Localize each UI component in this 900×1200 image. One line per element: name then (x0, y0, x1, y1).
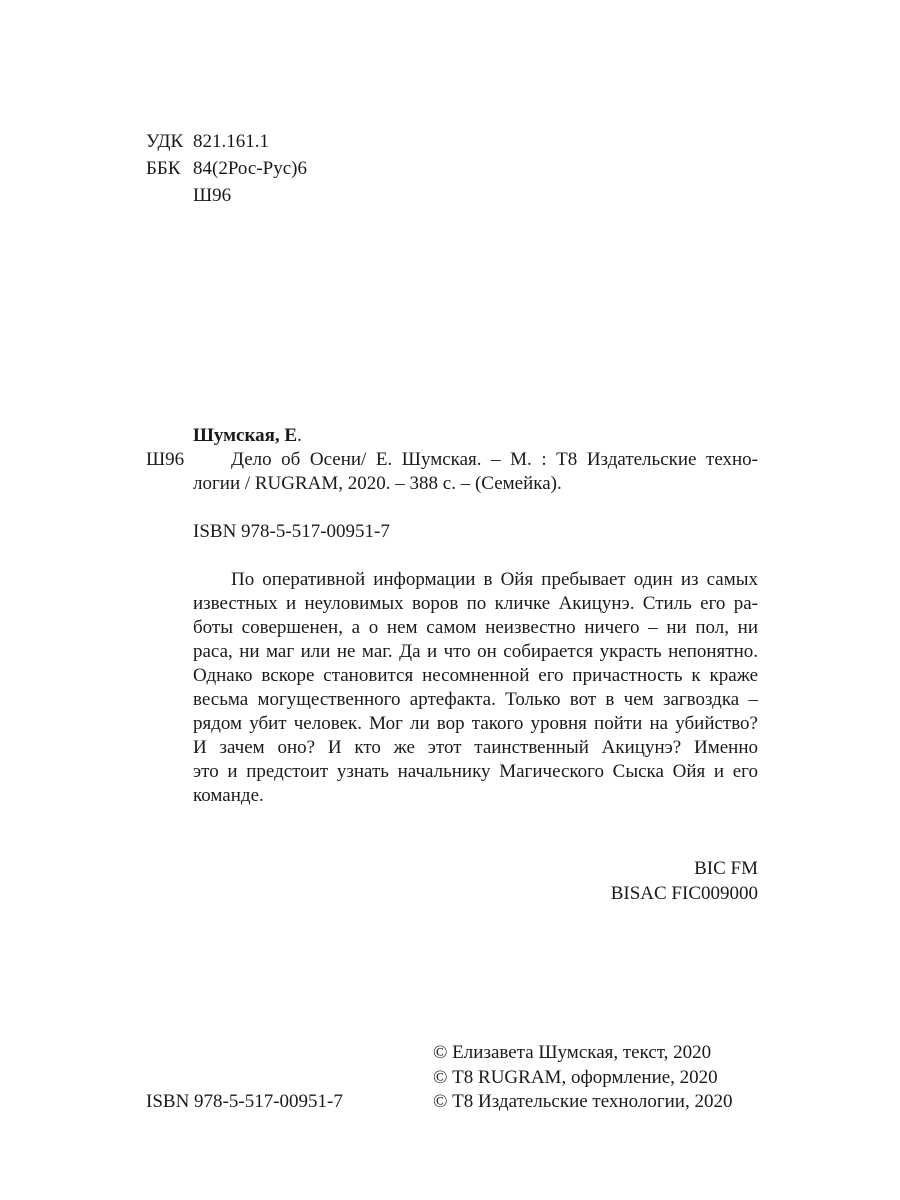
author-name (193, 424, 302, 448)
author-name-dot: . (297, 425, 302, 446)
annotation-line: это и предстоит узнать начальнику Магического Сыска Ойя и его (193, 761, 758, 782)
annotation (193, 568, 758, 808)
annotation-line: И зачем оно? И кто же этот таинственный Акицунэ? Именно (193, 737, 758, 758)
copyright-line: © Елизавета Шумская, текст, 2020 (433, 1042, 712, 1063)
annotation-line: Однако вскоре становится несомненной его причастность к краже (193, 665, 758, 686)
annotation-line: рядом убит человек. Мог ли вор такого уровня пойти на убийство? (193, 713, 758, 734)
annotation-line: весьма могущественного артефакта. Только вот в чем загвоздка – (193, 689, 758, 710)
bbk-value: 84(2Рос-Рус)6 (193, 158, 307, 179)
biblio-line-1: Дело об Осени/ Е. Шумская. – М. : Т8 Издательские техно- (231, 449, 758, 470)
annotation-line: По оперативной информации в Ойя пребывает один из самых (231, 569, 758, 590)
biblio-line-2: логии / RUGRAM, 2020. – 388 с. – (Семейка). (193, 473, 562, 494)
bisac-code: BISAC FIC009000 (610, 883, 758, 904)
bic-code: BIC FM (694, 858, 758, 879)
annotation-line: боты совершенен, а о нем самом неизвестно ничего – ни пол, ни (193, 617, 758, 638)
copyright-line: © Т8 Издательские технологии, 2020 (433, 1091, 733, 1112)
entry-cipher: Ш96 (146, 449, 185, 470)
author-name-bold: Шумская, Е (193, 425, 298, 446)
udk-value: 821.161.1 (193, 131, 269, 152)
annotation-line: раса, ни маг или не маг. Да и что он собирается украсть непонятно. (193, 641, 758, 662)
bibliographic-description (193, 448, 758, 496)
udk-label: УДК (146, 131, 184, 152)
annotation-line: команде. (193, 785, 264, 806)
annotation-line: известных и неуловимых воров по кличке Акицунэ. Стиль его ра- (193, 593, 758, 614)
isbn-footer: ISBN 978-5-517-00951-7 (146, 1091, 343, 1112)
isbn: ISBN 978-5-517-00951-7 (193, 521, 390, 542)
copyright-line: © Т8 RUGRAM, оформление, 2020 (433, 1067, 718, 1088)
author-cipher: Ш96 (193, 185, 232, 206)
bbk-label: ББК (146, 158, 181, 179)
